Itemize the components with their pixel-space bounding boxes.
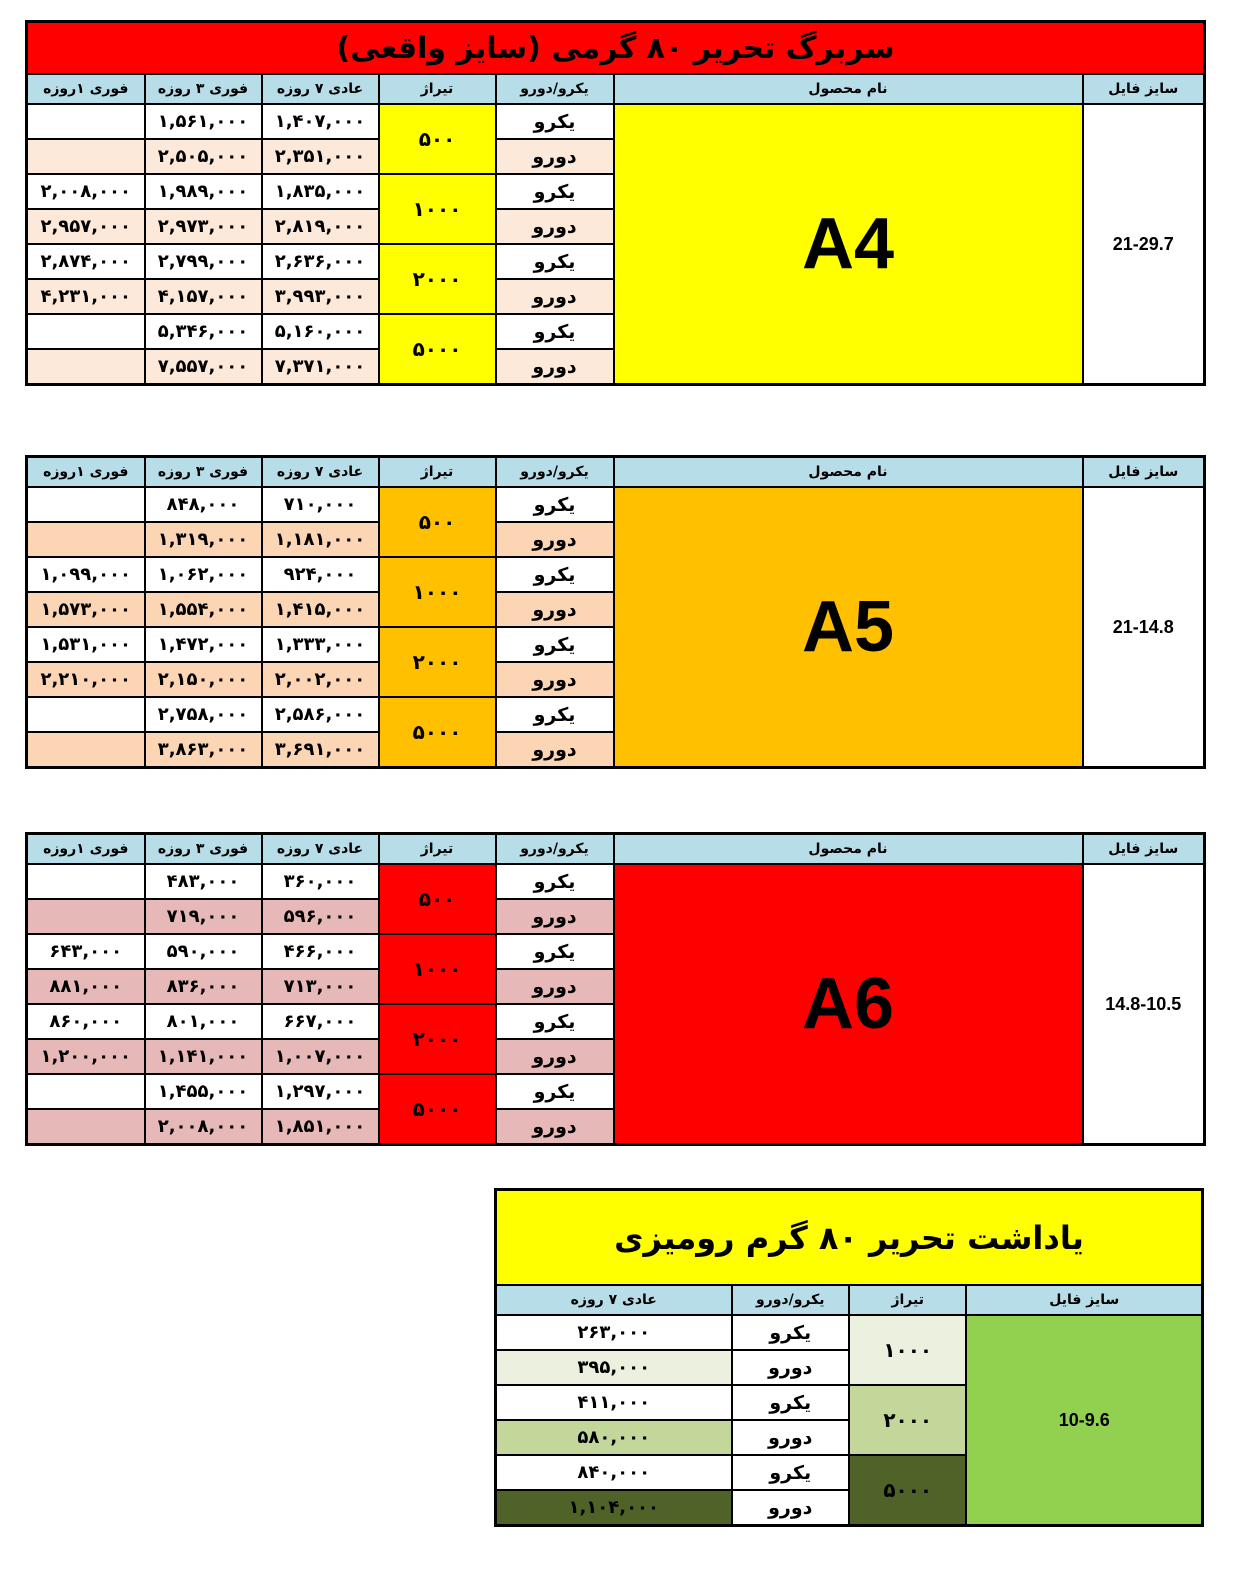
- price-express1: [27, 104, 145, 139]
- qty-cell: ۲۰۰۰: [849, 1385, 966, 1455]
- header-qty: تیراژ: [379, 457, 496, 488]
- side-cell: یکرو: [496, 104, 614, 139]
- side-cell: دورو: [732, 1350, 849, 1385]
- side-cell: یکرو: [496, 697, 614, 732]
- side-cell: یکرو: [496, 864, 614, 899]
- qty-cell: ۱۰۰۰: [379, 174, 496, 244]
- side-cell: دورو: [496, 139, 614, 174]
- header-qty: تیراژ: [379, 834, 496, 865]
- price-express3: ۲,۹۷۳,۰۰۰: [145, 209, 262, 244]
- side-cell: یکرو: [496, 487, 614, 522]
- side-cell: دورو: [496, 662, 614, 697]
- price-express1: [27, 349, 145, 385]
- price-normal7: ۱,۲۹۷,۰۰۰: [262, 1074, 379, 1109]
- header-normal7: عادی ۷ روزه: [262, 74, 379, 104]
- price-express1: ۸۶۰,۰۰۰: [27, 1004, 145, 1039]
- price-normal7: ۵۹۶,۰۰۰: [262, 899, 379, 934]
- qty-cell: ۵۰۰۰: [379, 1074, 496, 1145]
- header-file-size: سایز فایل: [1083, 834, 1205, 865]
- price-normal7: ۱,۴۱۵,۰۰۰: [262, 592, 379, 627]
- price-express1: [27, 697, 145, 732]
- header-product: نام محصول: [614, 834, 1083, 865]
- note-header: [496, 1285, 1203, 1315]
- price-express1: ۸۸۱,۰۰۰: [27, 969, 145, 1004]
- header-file-size: سایز فایل: [966, 1285, 1202, 1315]
- price-express3: ۱,۵۵۴,۰۰۰: [145, 592, 262, 627]
- price-express1: [27, 732, 145, 768]
- side-cell: دورو: [496, 522, 614, 557]
- price-express3: ۱,۱۴۱,۰۰۰: [145, 1039, 262, 1074]
- price-normal7: ۳۶۰,۰۰۰: [262, 864, 379, 899]
- price-express3: ۵,۳۴۶,۰۰۰: [145, 314, 262, 349]
- header-side: یکرو/دورو: [732, 1285, 849, 1315]
- price-normal7: ۱,۴۰۷,۰۰۰: [262, 104, 379, 139]
- file-size: 14.8-10.5: [1083, 864, 1205, 1145]
- price-normal7: ۹۲۴,۰۰۰: [262, 557, 379, 592]
- price-express3: ۲,۱۵۰,۰۰۰: [145, 662, 262, 697]
- price-express1: ۲,۹۵۷,۰۰۰: [27, 209, 145, 244]
- main-title: سربرگ تحریر ۸۰ گرمی (سایز واقعی): [27, 22, 1205, 75]
- price-express1: ۱,۵۳۱,۰۰۰: [27, 627, 145, 662]
- price-normal7: ۲,۵۸۶,۰۰۰: [262, 697, 379, 732]
- side-cell: یکرو: [732, 1315, 849, 1350]
- price-express3: ۱,۹۸۹,۰۰۰: [145, 174, 262, 209]
- price-express3: ۱,۰۶۲,۰۰۰: [145, 557, 262, 592]
- side-cell: دورو: [496, 279, 614, 314]
- header-normal7: عادی ۷ روزه: [262, 834, 379, 865]
- price-express1: [27, 899, 145, 934]
- table-header: [27, 74, 1205, 104]
- price-express3: ۸۴۸,۰۰۰: [145, 487, 262, 522]
- price-normal7: ۱,۸۳۵,۰۰۰: [262, 174, 379, 209]
- side-cell: یکرو: [496, 934, 614, 969]
- header-file-size: سایز فایل: [1083, 74, 1205, 104]
- product-name: A5: [614, 487, 1083, 768]
- qty-cell: ۵۰۰: [379, 104, 496, 174]
- price-normal7: ۲,۰۰۲,۰۰۰: [262, 662, 379, 697]
- file-size: 10-9.6: [966, 1315, 1202, 1526]
- price-express3: ۵۹۰,۰۰۰: [145, 934, 262, 969]
- table-row: [27, 104, 1205, 139]
- side-cell: دورو: [496, 349, 614, 385]
- side-cell: یکرو: [732, 1455, 849, 1490]
- side-cell: دورو: [732, 1420, 849, 1455]
- price-normal7: ۶۶۷,۰۰۰: [262, 1004, 379, 1039]
- qty-cell: ۵۰۰۰: [379, 314, 496, 385]
- side-cell: دورو: [496, 209, 614, 244]
- header-express1: فوری ۱روزه: [27, 74, 145, 104]
- price-express3: ۲,۷۵۸,۰۰۰: [145, 697, 262, 732]
- price-express3: ۲,۷۹۹,۰۰۰: [145, 244, 262, 279]
- header-product: نام محصول: [614, 74, 1083, 104]
- header-file-size: سایز فایل: [1083, 457, 1205, 488]
- price-express3: ۴۸۳,۰۰۰: [145, 864, 262, 899]
- price-express1: ۶۴۳,۰۰۰: [27, 934, 145, 969]
- side-cell: یکرو: [496, 557, 614, 592]
- price-normal7: ۲,۶۳۶,۰۰۰: [262, 244, 379, 279]
- qty-cell: ۱۰۰۰: [849, 1315, 966, 1385]
- side-cell: یکرو: [732, 1385, 849, 1420]
- qty-cell: ۵۰۰: [379, 487, 496, 557]
- price-express3: ۳,۸۶۳,۰۰۰: [145, 732, 262, 768]
- price-express3: ۸۳۶,۰۰۰: [145, 969, 262, 1004]
- price-normal7: ۳,۹۹۳,۰۰۰: [262, 279, 379, 314]
- side-cell: دورو: [496, 899, 614, 934]
- price-express3: ۲,۵۰۵,۰۰۰: [145, 139, 262, 174]
- price-express1: ۲,۸۷۴,۰۰۰: [27, 244, 145, 279]
- side-cell: دورو: [496, 969, 614, 1004]
- price-normal7: ۸۴۰,۰۰۰: [496, 1455, 732, 1490]
- price-normal7: ۳,۶۹۱,۰۰۰: [262, 732, 379, 768]
- price-express1: [27, 522, 145, 557]
- table-row: [27, 487, 1205, 522]
- price-express1: [27, 864, 145, 899]
- header-express3: فوری ۳ روزه: [145, 457, 262, 488]
- header-normal7: عادی ۷ روزه: [262, 457, 379, 488]
- side-cell: یکرو: [496, 1004, 614, 1039]
- price-express1: [27, 314, 145, 349]
- price-table-a4: [25, 20, 1206, 386]
- header-product: نام محصول: [614, 457, 1083, 488]
- qty-cell: ۲۰۰۰: [379, 244, 496, 314]
- side-cell: یکرو: [496, 1074, 614, 1109]
- file-size: 21-29.7: [1083, 104, 1205, 385]
- header-qty: تیراژ: [379, 74, 496, 104]
- product-name: A4: [614, 104, 1083, 385]
- header-express1: فوری ۱روزه: [27, 457, 145, 488]
- side-cell: دورو: [496, 592, 614, 627]
- header-express3: فوری ۳ روزه: [145, 74, 262, 104]
- price-table-a6: [25, 832, 1206, 1146]
- price-express1: ۲,۰۰۸,۰۰۰: [27, 174, 145, 209]
- note-title: یاداشت تحریر ۸۰ گرم رومیزی: [496, 1190, 1203, 1286]
- price-normal7: ۴۱۱,۰۰۰: [496, 1385, 732, 1420]
- header-normal7: عادی ۷ روزه: [496, 1285, 732, 1315]
- price-normal7: ۱,۰۰۷,۰۰۰: [262, 1039, 379, 1074]
- file-size: 21-14.8: [1083, 487, 1205, 768]
- side-cell: دورو: [496, 732, 614, 768]
- price-express1: [27, 1074, 145, 1109]
- price-normal7: ۱,۱۰۴,۰۰۰: [496, 1490, 732, 1526]
- price-table-a5: [25, 455, 1206, 769]
- price-express3: ۲,۰۰۸,۰۰۰: [145, 1109, 262, 1145]
- price-normal7: ۵,۱۶۰,۰۰۰: [262, 314, 379, 349]
- price-express3: ۷۱۹,۰۰۰: [145, 899, 262, 934]
- price-normal7: ۳۹۵,۰۰۰: [496, 1350, 732, 1385]
- side-cell: یکرو: [496, 627, 614, 662]
- header-side: یکرو/دورو: [496, 74, 614, 104]
- header-express3: فوری ۳ روزه: [145, 834, 262, 865]
- qty-cell: ۵۰۰۰: [849, 1455, 966, 1526]
- price-express1: [27, 487, 145, 522]
- price-express1: ۲,۲۱۰,۰۰۰: [27, 662, 145, 697]
- price-normal7: ۷۱۰,۰۰۰: [262, 487, 379, 522]
- price-express1: ۴,۲۳۱,۰۰۰: [27, 279, 145, 314]
- header-side: یکرو/دورو: [496, 457, 614, 488]
- qty-cell: ۱۰۰۰: [379, 557, 496, 627]
- price-normal7: ۷,۳۷۱,۰۰۰: [262, 349, 379, 385]
- price-express1: [27, 139, 145, 174]
- side-cell: یکرو: [496, 244, 614, 279]
- table-header: [27, 457, 1205, 488]
- price-normal7: ۱,۱۸۱,۰۰۰: [262, 522, 379, 557]
- price-normal7: ۲,۳۵۱,۰۰۰: [262, 139, 379, 174]
- price-normal7: ۲۶۳,۰۰۰: [496, 1315, 732, 1350]
- qty-cell: ۱۰۰۰: [379, 934, 496, 1004]
- price-express3: ۷,۵۵۷,۰۰۰: [145, 349, 262, 385]
- header-side: یکرو/دورو: [496, 834, 614, 865]
- price-normal7: ۵۸۰,۰۰۰: [496, 1420, 732, 1455]
- side-cell: دورو: [496, 1109, 614, 1145]
- price-express3: ۴,۱۵۷,۰۰۰: [145, 279, 262, 314]
- side-cell: یکرو: [496, 314, 614, 349]
- price-express3: ۱,۳۱۹,۰۰۰: [145, 522, 262, 557]
- table-row: [27, 864, 1205, 899]
- qty-cell: ۵۰۰: [379, 864, 496, 934]
- side-cell: دورو: [732, 1490, 849, 1526]
- side-cell: یکرو: [496, 174, 614, 209]
- price-normal7: ۱,۸۵۱,۰۰۰: [262, 1109, 379, 1145]
- price-express3: ۱,۴۷۲,۰۰۰: [145, 627, 262, 662]
- price-express1: ۱,۰۹۹,۰۰۰: [27, 557, 145, 592]
- qty-cell: ۵۰۰۰: [379, 697, 496, 768]
- header-qty: تیراژ: [849, 1285, 966, 1315]
- price-express1: [27, 1109, 145, 1145]
- price-express1: ۱,۵۷۳,۰۰۰: [27, 592, 145, 627]
- header-express1: فوری ۱روزه: [27, 834, 145, 865]
- price-express3: ۸۰۱,۰۰۰: [145, 1004, 262, 1039]
- side-cell: دورو: [496, 1039, 614, 1074]
- price-normal7: ۱,۳۳۳,۰۰۰: [262, 627, 379, 662]
- price-express1: ۱,۲۰۰,۰۰۰: [27, 1039, 145, 1074]
- table-header: [27, 834, 1205, 865]
- qty-cell: ۲۰۰۰: [379, 1004, 496, 1074]
- price-normal7: ۲,۸۱۹,۰۰۰: [262, 209, 379, 244]
- product-name: A6: [614, 864, 1083, 1145]
- price-express3: ۱,۴۵۵,۰۰۰: [145, 1074, 262, 1109]
- price-express3: ۱,۵۶۱,۰۰۰: [145, 104, 262, 139]
- note-price-table: [494, 1188, 1204, 1527]
- price-normal7: ۷۱۳,۰۰۰: [262, 969, 379, 1004]
- price-normal7: ۴۶۶,۰۰۰: [262, 934, 379, 969]
- table-row: [496, 1315, 1203, 1350]
- qty-cell: ۲۰۰۰: [379, 627, 496, 697]
